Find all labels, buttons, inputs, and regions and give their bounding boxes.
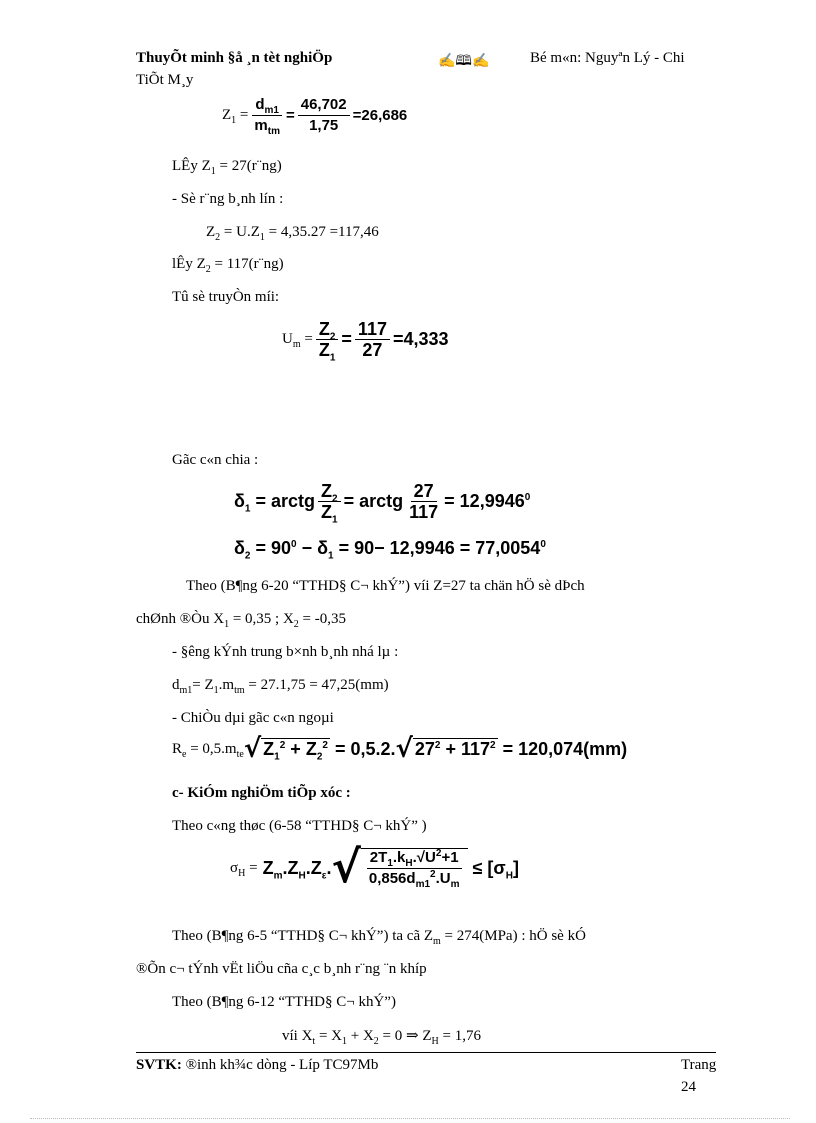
equation-re: $R_e = 0,5.m_{te}$ √ $Z_1^2 + Z_2^2$ = 0,5.2. √ $27^2 + 117^2$ = 120,074(mm)	[172, 734, 628, 764]
text-ley-z2: lÊy $Z_2$ = 117(r¨ng)	[172, 256, 284, 275]
text-duong-kinh: - §êng kÝnh trung b×nh b¸nh nhá lµ :	[172, 644, 399, 660]
text-dm1-calc: $d_{m1}= Z_1.m_{tm} = 27.1,75 = 47,25(mm)$	[172, 677, 389, 696]
text-ti-so: Tû sè truyÒn míi:	[172, 289, 280, 305]
paragraph-theo-6-20-line2: chØnh ®Òu $X_1 = 0,35$ ; $X_2 = -0,35$	[136, 611, 346, 630]
footer-page-label: Trang	[681, 1057, 717, 1073]
equation-z1: $Z_1$ = $\frac{d_{m1}}{m_{tm}}$ = $\frac{46,702}{1,75}$ = 26,686	[222, 96, 408, 137]
paragraph-theo-6-20: Theo (B¶ng 6-20 “TTHD§ C¬ khÝ”) víi Z=27 ta chän hÖ sè dÞch	[186, 578, 585, 594]
text-xt-calc: víi $X_t = X_1 + X_2 = 0$ ⇒ $Z_H = 1,76$	[282, 1028, 481, 1047]
text-ley-z1: LÊy $Z_1$ = 27(r¨ng)	[172, 158, 282, 177]
text-cong-thuc: Theo c«ng thøc (6-58 “TTHD§ C¬ khÝ” )	[172, 818, 427, 834]
section-heading-kiem-nghiem: c- KiÓm nghiÖm tiÕp xóc :	[172, 785, 351, 801]
footer-page-number: 24	[681, 1079, 696, 1095]
text-so-rang: - Sè r¨ng b¸nh lín :	[172, 191, 284, 207]
header-title-continued: TiÕt M¸y	[136, 72, 194, 88]
equation-delta1: $\delta_1$ = arctg $\frac{Z_2}{Z_1}$ = arctg $\frac{27}{117}$ = $12,9946^0$	[234, 481, 531, 526]
paragraph-theo-6-5-line2: ®Õn c¬ tÝnh vËt liÖu cña c¸c b¸nh r¨ng ¨n khíp	[136, 961, 427, 977]
equation-delta2: $\delta_2 = 90^0 - \delta_1 = 90- 12,9946 = 77,0054^0$	[234, 538, 546, 562]
footer-rule	[136, 1052, 716, 1053]
book-icon: ✍🕮✍	[438, 54, 490, 69]
text-z2-calc: $Z_2 = U.Z_1 = 4,35.27 =117,46$	[206, 224, 379, 243]
header-department: Bé m«n: Nguyªn Lý - Chi	[530, 50, 685, 66]
header-title: ThuyÕt minh §å ¸n tèt nghiÖp	[136, 50, 333, 66]
text-goc-con-chia: Gãc c«n chia :	[172, 452, 259, 468]
equation-sigma-h: $\sigma_H$ = $Z_m.Z_H.Z_\varepsilon$. √ $\frac{2T_1.k_H.√U^2+1}{0,856d_{m1}^2.U_m}$ ≤ $[\sigma_H]$	[230, 842, 519, 893]
footer-author: SVTK: ®inh kh¾c dòng - Líp TC97Mb	[136, 1057, 379, 1073]
equation-um: $U_m$ = $\frac{Z_2}{Z_1}$ = $\frac{117}{27}$ = 4,333	[282, 319, 449, 364]
text-chieu-dai: - ChiÒu dµi gãc c«n ngoµi	[172, 710, 334, 726]
page-edge	[30, 1118, 790, 1119]
text-theo-6-12: Theo (B¶ng 6-12 “TTHD§ C¬ khÝ”)	[172, 994, 396, 1010]
paragraph-theo-6-5: Theo (B¶ng 6-5 “TTHD§ C¬ khÝ”) ta cã $Z_m = 274(MPa)$ : hÖ sè kÓ	[172, 928, 586, 947]
